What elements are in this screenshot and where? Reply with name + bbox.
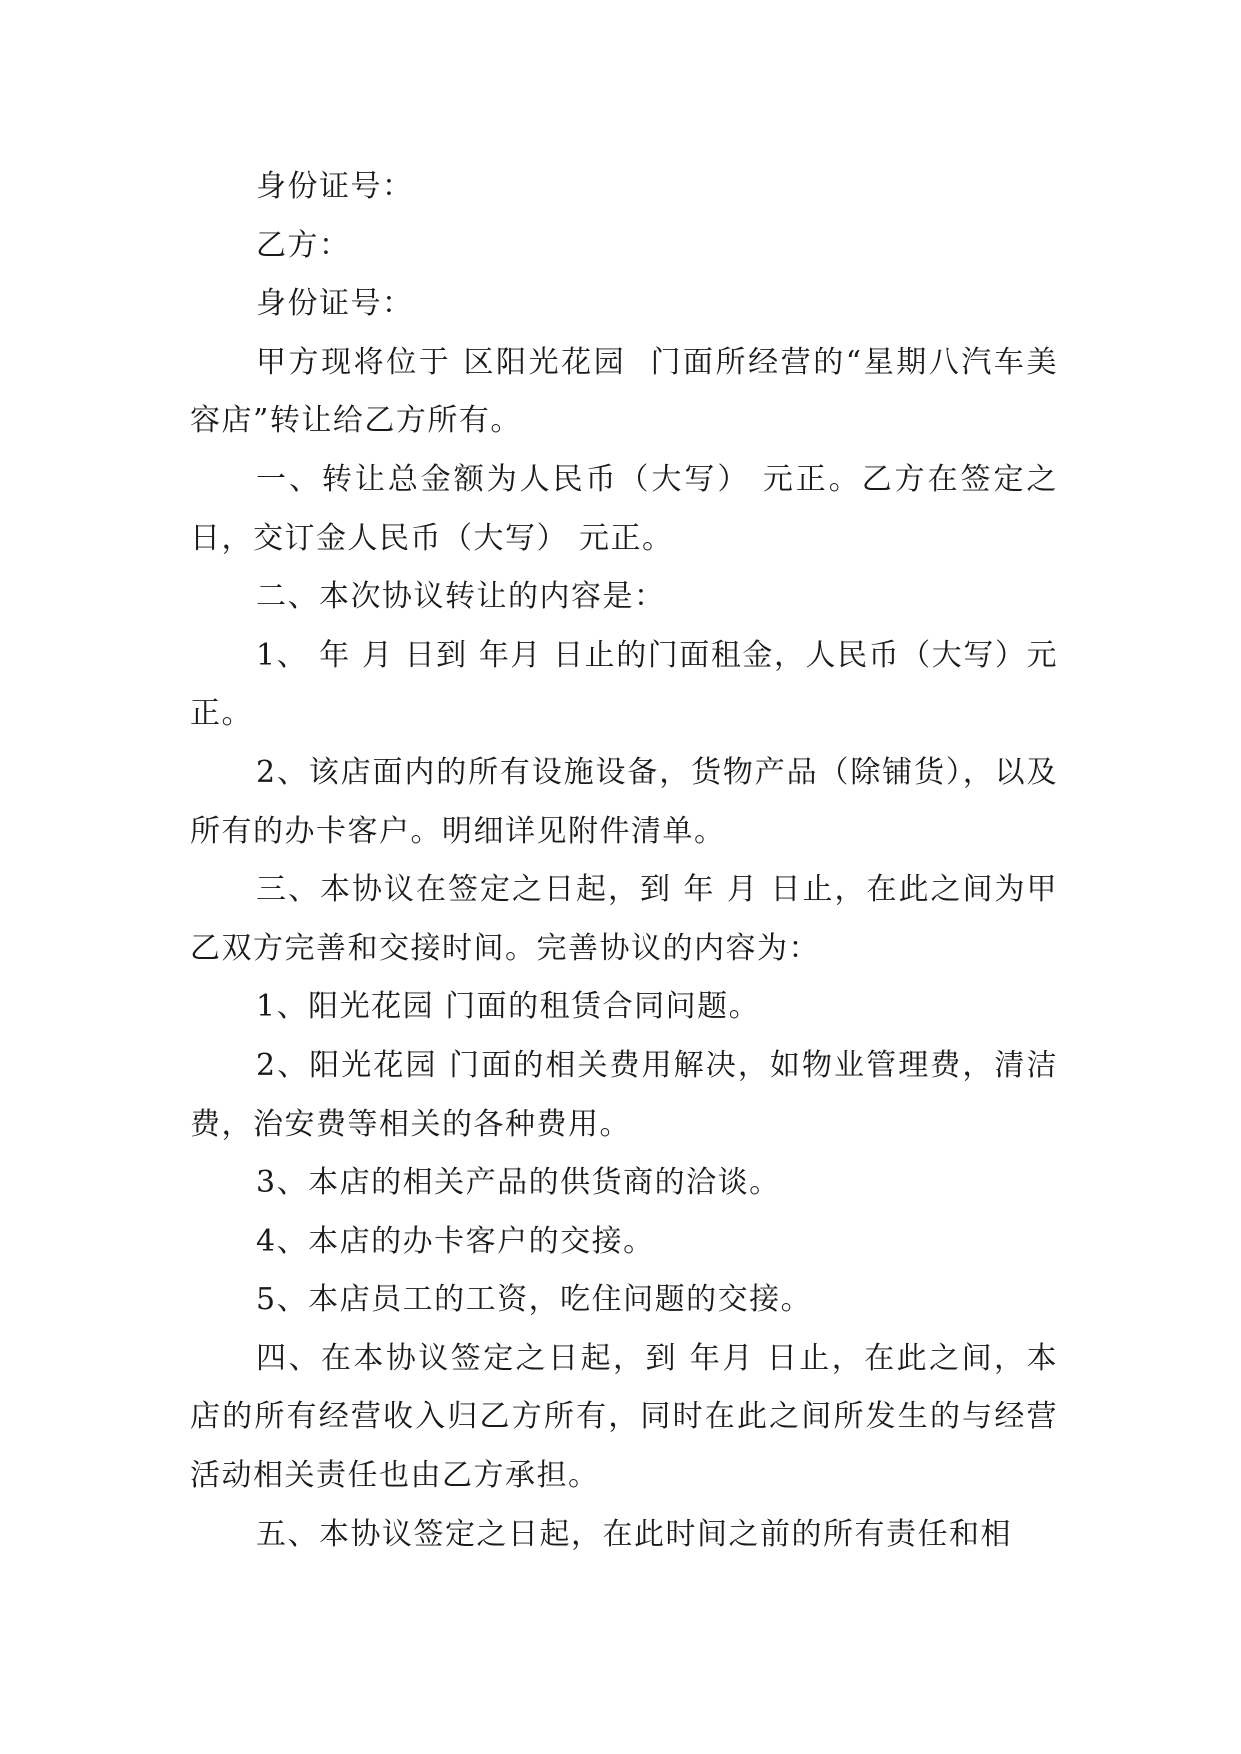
- paragraph-clause-3-item-1: 1、阳光花园 门面的租赁合同问题。: [256, 989, 761, 1025]
- paragraph-clause-3-item-5: 5、本店员工的工资，吃住问题的交接。: [256, 1282, 813, 1318]
- document-body: [190, 158, 1058, 1564]
- paragraph-party-a-id: 身份证号：: [256, 169, 414, 204]
- paragraph-clause-2-heading: 二、本次协议转让的内容是：: [256, 579, 666, 615]
- paragraph-clause-2-item-1: 1、 年 月 日到 年月 日止的门面租金，人民币（大写）元正。: [190, 637, 1058, 732]
- paragraph-clause-3-item-4: 4、本店的办卡客户的交接。: [256, 1223, 655, 1259]
- paragraph-clause-1-amount: 一、转让总金额为人民币（大写） 元正。乙方在签定之日，交订金人民币（大写） 元正。: [190, 461, 1058, 556]
- paragraph-clause-2-item-2: 2、该店面内的所有设施设备，货物产品（除铺货），以及所有的办卡客户。明细详见附件清单。: [190, 754, 1058, 849]
- paragraph-clause-4: 四、在本协议签定之日起，到 年月 日止，在此之间，本店的所有经营收入归乙方所有，同时在此之间所发生的与经营活动相关责任也由乙方承担。: [190, 1340, 1058, 1494]
- paragraph-clause-3-item-3: 3、本店的相关产品的供货商的洽谈。: [256, 1165, 781, 1201]
- paragraph-transfer-statement: 甲方现将位于 区阳光花园 门面所经营的“星期八汽车美容店”转让给乙方所有。: [190, 344, 1058, 439]
- paragraph-clause-3-item-2: 2、阳光花园 门面的相关费用解决，如物业管理费，清洁费，治安费等相关的各种费用。: [190, 1047, 1058, 1142]
- paragraph-party-b-id: 身份证号：: [256, 286, 414, 322]
- paragraph-clause-3-heading: 三、本协议在签定之日起，到 年 月 日止，在此之间为甲乙双方完善和交接时间。完善协议的内容为：: [190, 872, 1058, 966]
- paragraph-party-b: 乙方：: [256, 227, 351, 263]
- paragraph-clause-5: 五、本协议签定之日起，在此时间之前的所有责任和相: [256, 1516, 1012, 1552]
